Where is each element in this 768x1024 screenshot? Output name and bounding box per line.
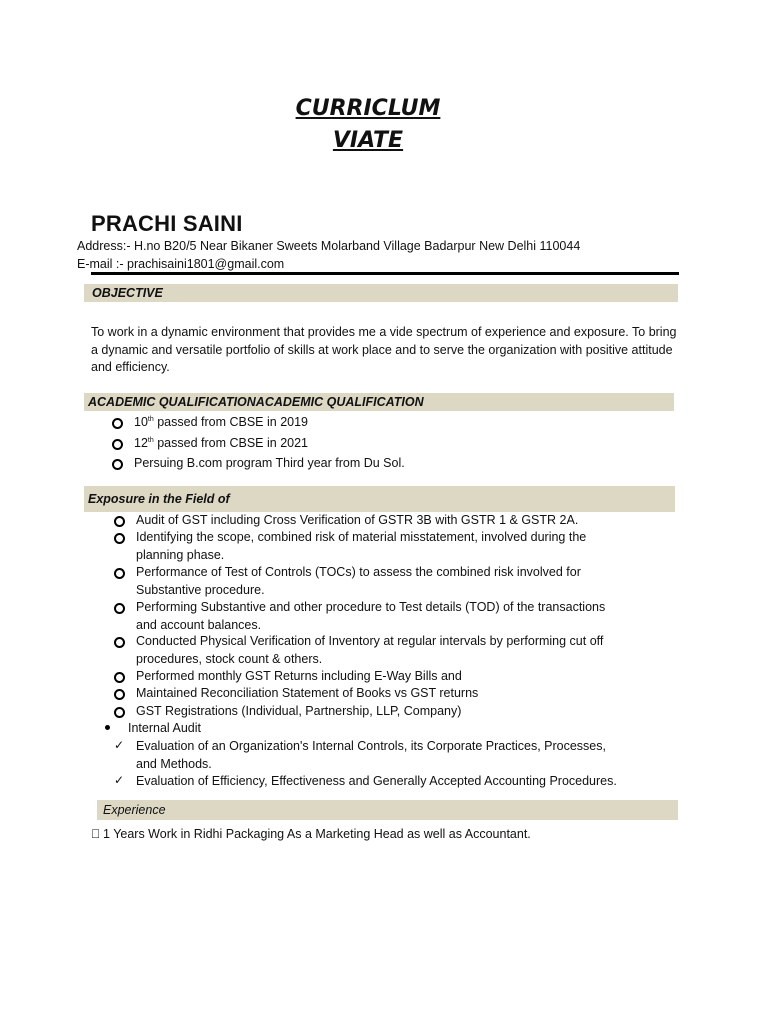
exposure-item: GST Registrations (Individual, Partnership, LLP, Company) bbox=[136, 704, 462, 718]
exposure-heading-band bbox=[84, 486, 675, 512]
title-line-2: VIATE bbox=[332, 128, 404, 153]
header-divider bbox=[91, 272, 679, 275]
bullet-circle-icon bbox=[114, 637, 125, 648]
exposure-item: Maintained Reconciliation Statement of Books vs GST returns bbox=[136, 686, 479, 700]
objective-heading: OBJECTIVE bbox=[92, 286, 163, 300]
academic-item: 10th passed from CBSE in 2019 bbox=[134, 415, 308, 429]
internal-audit-item: Evaluation of Efficiency, Effectiveness and Generally Accepted Accounting Procedures. bbox=[136, 774, 617, 788]
objective-text: To work in a dynamic environment that provides me a vide spectrum of experience and exposure. To bring a dynamic and versatile portfolio of skills at work place and to serve the organization with positive attitude and efficiency. bbox=[91, 325, 677, 374]
bullet-circle-icon bbox=[114, 603, 125, 614]
experience-text: 1 Years Work in Ridhi Packaging As a Marketing Head as well as Accountant. bbox=[103, 827, 531, 841]
exposure-item: Identifying the scope, combined risk of material misstatement, involved during the planning phase. bbox=[136, 530, 587, 562]
exposure-item: Performance of Test of Controls (TOCs) to assess the combined risk involved for Substantive procedure. bbox=[136, 565, 581, 597]
bullet-circle-icon bbox=[112, 439, 123, 450]
bullet-circle-icon bbox=[114, 672, 125, 683]
exposure-heading: Exposure in the Field of bbox=[88, 492, 230, 506]
bullet-circle-icon bbox=[114, 689, 125, 700]
academic-item: 12th passed from CBSE in 2021 bbox=[134, 436, 308, 450]
internal-audit-label: Internal Audit bbox=[128, 721, 201, 735]
objective-heading-band bbox=[84, 284, 678, 302]
exposure-item: Performed monthly GST Returns including E-Way Bills and bbox=[136, 669, 462, 683]
candidate-name: PRACHI SAINI bbox=[91, 211, 243, 236]
bullet-circle-icon bbox=[114, 568, 125, 579]
bullet-dot-icon bbox=[105, 725, 110, 730]
bullet-circle-icon bbox=[112, 418, 123, 429]
academic-item: Persuing B.com program Third year from Du Sol. bbox=[134, 456, 405, 470]
exposure-item: Audit of GST including Cross Verification of GSTR 3B with GSTR 1 & GSTR 2A. bbox=[136, 513, 579, 527]
bullet-circle-icon bbox=[112, 459, 123, 470]
checkmark-icon: ✓ bbox=[114, 738, 125, 752]
experience-heading-band bbox=[97, 800, 678, 820]
bullet-circle-icon bbox=[114, 533, 125, 544]
title-line-1: CURRICLUM bbox=[295, 96, 441, 121]
experience-heading: Experience bbox=[103, 803, 166, 817]
address-line: Address:- H.no B20/5 Near Bikaner Sweets Molarband Village Badarpur New Delhi 110044 bbox=[77, 239, 581, 253]
exposure-item: Performing Substantive and other procedure to Test details (TOD) of the transactions and account balances. bbox=[136, 600, 606, 632]
academic-heading-band bbox=[84, 393, 674, 411]
bullet-circle-icon bbox=[114, 707, 125, 718]
academic-heading: ACADEMIC QUALIFICATIONACADEMIC QUALIFICATION bbox=[88, 395, 424, 409]
exposure-item: Conducted Physical Verification of Inventory at regular intervals by performing cut off procedures, stock count & others. bbox=[136, 634, 604, 666]
bullet-circle-icon bbox=[114, 516, 125, 527]
email-line: E-mail :- prachisaini1801@gmail.com bbox=[77, 257, 285, 271]
experience-marker-icon bbox=[91, 826, 100, 844]
checkmark-icon: ✓ bbox=[114, 773, 125, 787]
academic-list bbox=[0, 414, 768, 474]
internal-audit-item: Evaluation of an Organization's Internal Controls, its Corporate Practices, Processes, and Methods. bbox=[136, 739, 606, 771]
